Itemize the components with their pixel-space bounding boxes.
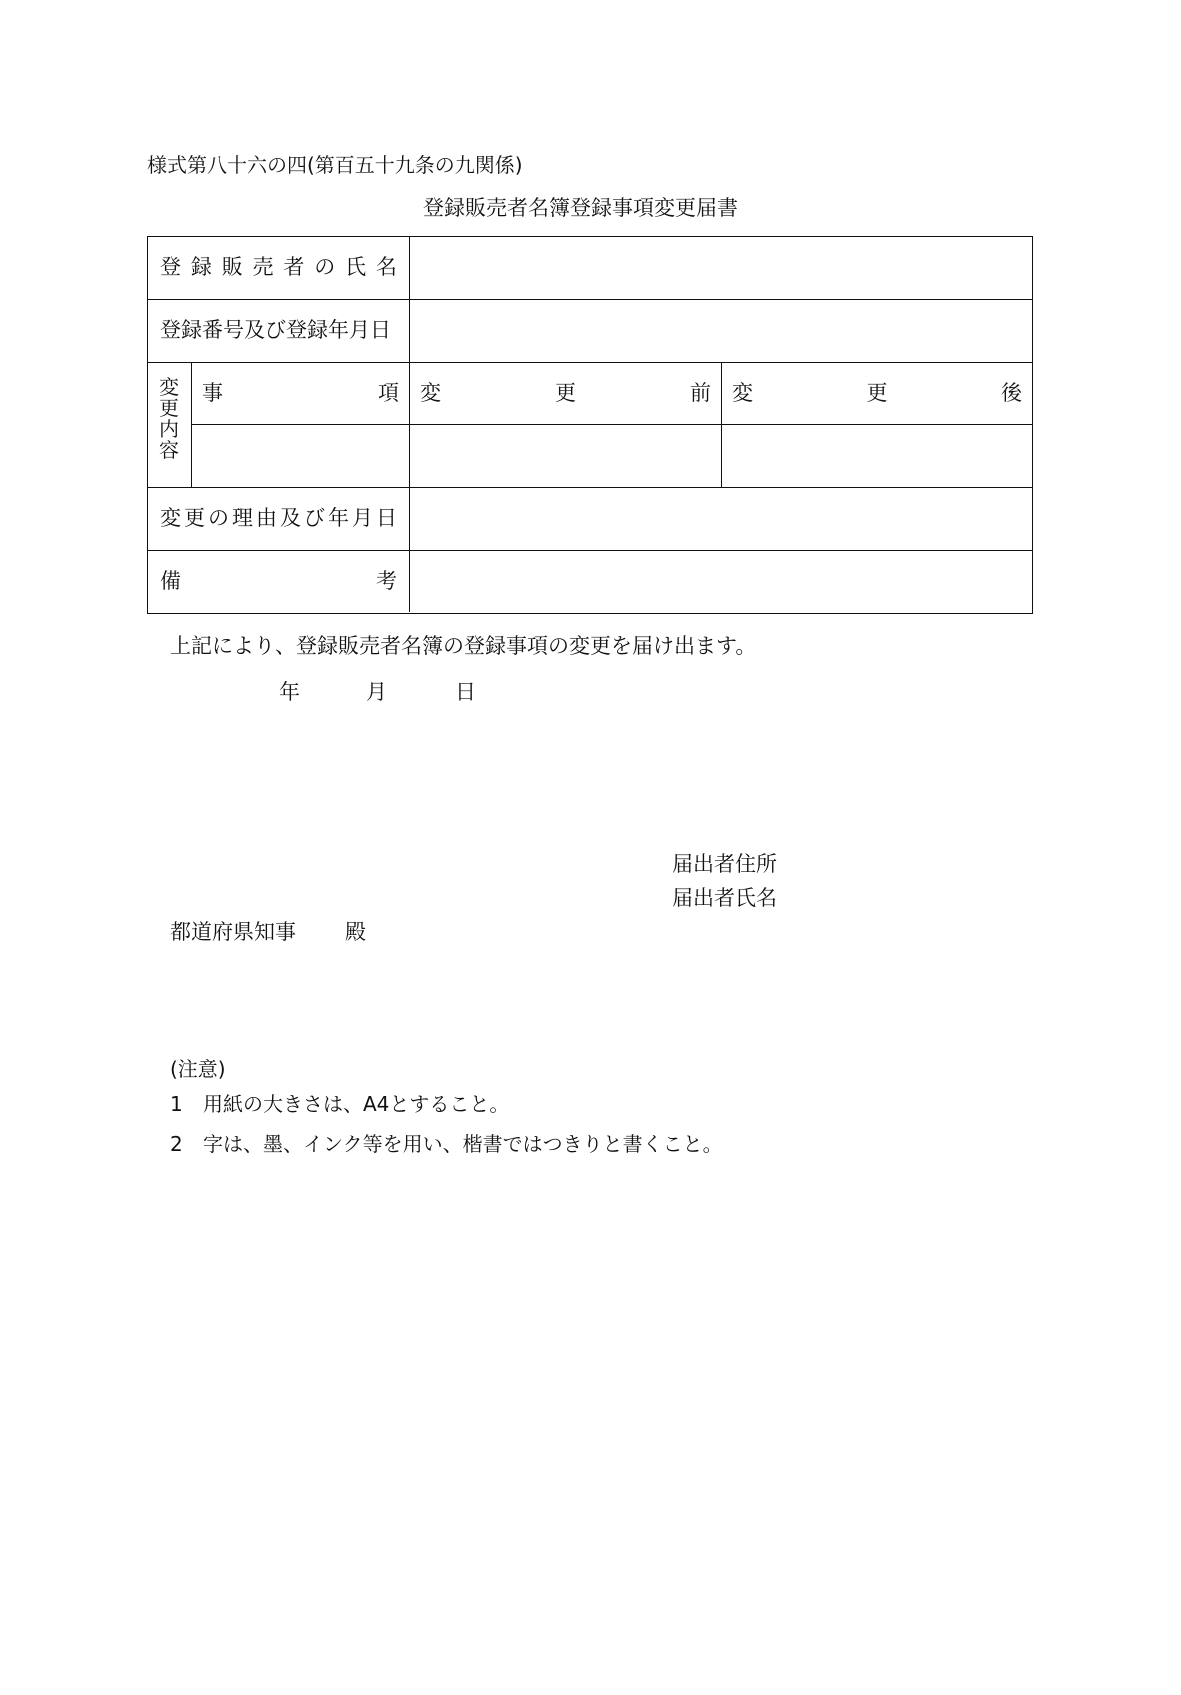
form-table <box>147 236 1033 614</box>
column-header-before <box>420 383 711 404</box>
date-month: 月 <box>366 680 387 704</box>
change-before-field[interactable] <box>410 425 720 486</box>
column-header-after <box>732 383 1022 404</box>
label-char: 後 <box>1001 381 1022 405</box>
filer-name-label: 届出者氏名 <box>672 886 777 910</box>
change-contents-char: 更 <box>159 396 179 420</box>
label-char: 由 <box>256 506 277 530</box>
addressee-name: 都道府県知事 <box>170 920 296 944</box>
label-char: 項 <box>378 381 399 405</box>
change-contents-char: 変 <box>159 375 179 399</box>
label-char: 考 <box>376 569 397 593</box>
label-char: 変 <box>420 381 441 405</box>
change-after-field[interactable] <box>722 425 1030 486</box>
note-number: 2 <box>170 1132 183 1156</box>
change-item-field[interactable] <box>192 425 408 486</box>
label-char: 日 <box>376 506 397 530</box>
label-char: 及 <box>280 506 301 530</box>
remarks-field[interactable] <box>410 551 1030 611</box>
label-char: 事 <box>202 381 223 405</box>
label-char: び <box>304 506 325 530</box>
form-number: 様式第八十六の四(第百五十九条の九関係) <box>147 153 523 177</box>
table-rule <box>148 362 1032 363</box>
note-item <box>170 1092 510 1116</box>
label-char: 月 <box>352 506 373 530</box>
label-char: 者 <box>283 255 305 279</box>
label-char: 年 <box>328 506 349 530</box>
change-contents-char: 容 <box>159 438 179 462</box>
registrant-name-label <box>160 257 397 278</box>
filer-address-label: 届出者住所 <box>672 852 777 876</box>
label-char: 販 <box>221 255 243 279</box>
label-char: の <box>314 255 336 279</box>
label-char: 備 <box>160 569 181 593</box>
note-text: 用紙の大きさは、A4とすること。 <box>203 1092 510 1116</box>
registration-number-field[interactable] <box>410 300 1030 362</box>
label-char: 更 <box>184 506 205 530</box>
label-char: 更 <box>866 381 888 405</box>
label-char: 氏 <box>345 255 367 279</box>
note-text: 字は、墨、インク等を用い、楷書ではつきりと書くこと。 <box>203 1132 723 1156</box>
notes-heading: (注意) <box>170 1057 226 1081</box>
label-char: 更 <box>555 381 576 405</box>
note-number: 1 <box>170 1092 183 1116</box>
note-item <box>170 1132 723 1156</box>
declaration-text: 上記により、登録販売者名簿の登録事項の変更を届け出ます。 <box>170 634 757 658</box>
addressee-suffix: 殿 <box>345 920 366 944</box>
change-contents-label <box>158 377 180 461</box>
label-char: 前 <box>690 381 711 405</box>
registrant-name-field[interactable] <box>410 237 1030 299</box>
label-char: の <box>208 506 229 530</box>
remarks-label <box>160 571 397 592</box>
registration-number-label: 登録番号及び登録年月日 <box>160 318 391 342</box>
date-year: 年 <box>279 680 300 704</box>
label-char: 理 <box>232 506 253 530</box>
column-header-item <box>202 383 399 404</box>
label-char: 名 <box>375 255 397 279</box>
label-char: 変 <box>732 381 753 405</box>
change-reason-label <box>160 508 397 529</box>
label-char: 売 <box>252 255 274 279</box>
label-char: 変 <box>160 506 181 530</box>
change-reason-field[interactable] <box>410 488 1030 550</box>
date-day: 日 <box>455 680 476 704</box>
label-char: 録 <box>190 255 212 279</box>
change-contents-char: 内 <box>159 417 179 441</box>
document-title: 登録販売者名簿登録事項変更届書 <box>423 196 738 220</box>
label-char: 登 <box>160 255 181 279</box>
